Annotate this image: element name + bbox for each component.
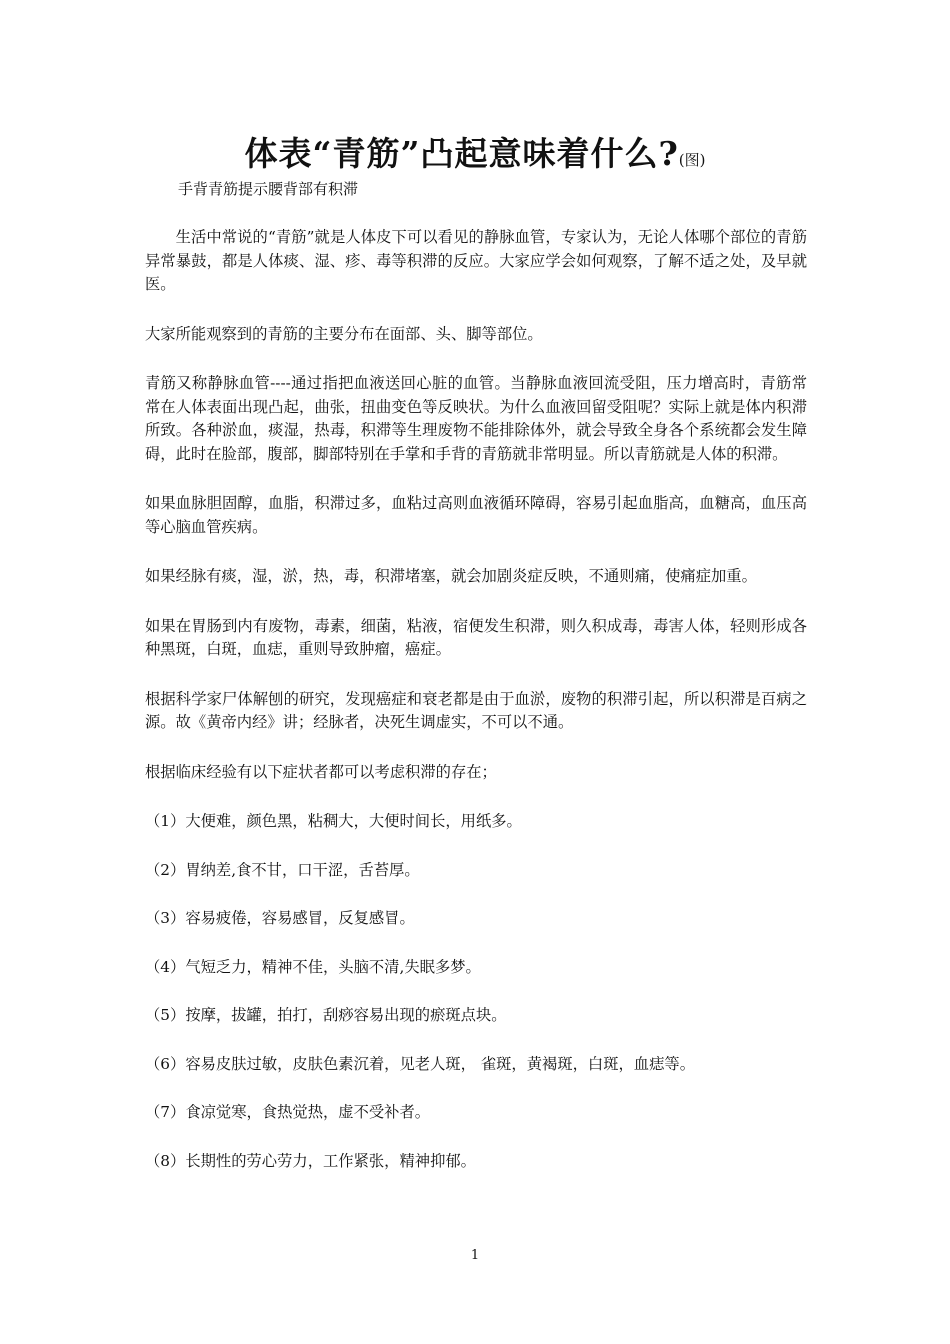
- paragraph: 如果血脉胆固醇，血脂，积滞过多，血粘过高则血液循环障碍，容易引起血脂高，血糖高，血压高等心脑血管疾病。: [145, 494, 807, 536]
- document-title: 体表“青筋”凸起意味着什么?: [244, 134, 679, 173]
- symptom-list: [145, 810, 807, 1173]
- paragraph: 根据科学家尸体解刨的研究，发现癌症和衰老都是由于血淤，废物的积滞引起，所以积滞是百病之源。故《黄帝内经》讲；经脉者，决死生调虚实，不可以不通。: [145, 689, 807, 731]
- list-item: （3）容易疲倦，容易感冒，反复感冒。: [145, 909, 415, 927]
- list-item: （5）按摩，拔罐，拍打，刮痧容易出现的瘀斑点块。: [145, 1006, 507, 1024]
- list-item: （8）长期性的劳心劳力，工作紧张，精神抑郁。: [145, 1151, 476, 1170]
- paragraph: 大家所能观察到的青筋的主要分布在面部、头、脚等部位。: [145, 324, 543, 343]
- title-line: [0, 128, 950, 175]
- list-item: （2）胃纳差,食不甘，口干涩，舌苔厚。: [145, 860, 420, 879]
- paragraph: 青筋又称静脉血管----通过指把血液送回心脏的血管。当静脉血液回流受阻，压力增高时，青筋常常在人体表面出现凸起，曲张，扭曲变色等反映状。为什么血液回留受阻呢？实际上就是体内积滞所致。各种淤血，痰湿，热毒，积滞等生理废物不能排除体外，就会导致全身各个系统都会发生障碍，此时在脸部，腹部，脚部特别在手掌和手背的青筋就非常明显。所以青筋就是人体的积滞。: [145, 374, 807, 463]
- paragraph-intro: 生活中常说的“青筋”就是人体皮下可以看见的静脉血管，专家认为，无论人体哪个部位的青筋异常暴鼓，都是人体痰、湿、疹、毒等积滞的反应。大家应学会如何观察，了解不适之处，及早就医。: [145, 228, 807, 293]
- body-text: [145, 226, 807, 1198]
- document-subtitle: 手背青筋提示腰背部有积滞: [178, 180, 359, 198]
- paragraph: 如果经脉有痰，湿，淤，热，毒，积滞堵塞，就会加剧炎症反映，不通则痛，使痛症加重。: [145, 567, 757, 585]
- paragraph: 根据临床经验有以下症状者都可以考虑积滞的存在；: [145, 762, 497, 781]
- list-item: （4）气短乏力，精神不佳，头脑不清,失眠多梦。: [145, 957, 481, 976]
- page-number: 1: [470, 1248, 480, 1263]
- paragraph: 如果在胃肠到内有废物，毒素，细菌，粘液，宿便发生积滞，则久积成毒，毒害人体，轻则形成各种黑斑，白斑，血痣，重则导致肿瘤，癌症。: [145, 616, 807, 658]
- list-item: （1）大便难，颜色黑，粘稠大，大便时间长，用纸多。: [145, 812, 522, 830]
- list-item: （7）食凉觉寒，食热觉热，虚不受补者。: [145, 1103, 431, 1121]
- title-image-tag: (图): [678, 151, 706, 169]
- list-item: （6）容易皮肤过敏，皮肤色素沉着，见老人斑， 雀斑，黄褐斑，白斑，血痣等。: [145, 1054, 695, 1073]
